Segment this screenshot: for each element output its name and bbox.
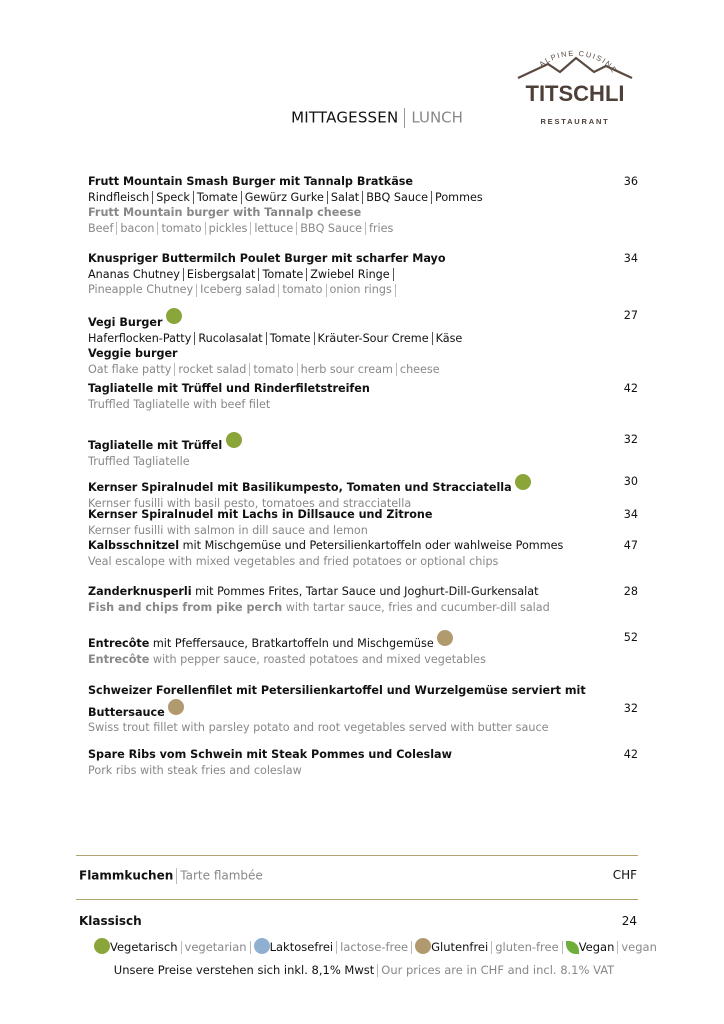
price: 34: [623, 252, 638, 265]
vegetarian-icon: [166, 308, 182, 324]
price: 32: [623, 433, 638, 446]
menu-item-klassisch: Klassisch 24: [79, 914, 637, 928]
price: 30: [623, 475, 638, 488]
menu-item-smash-burger: Frutt Mountain Smash Burger mit Tannalp Bratkäse Rindfleisch Speck Tomate Gewürz Gurke Salat BBQ Sauce Pommes Frutt Mountain burger with Tannalp cheese Beef bacon tomato pickles lettuce BBQ Sauce fries 36: [88, 175, 638, 235]
gluten-free-icon: [168, 699, 184, 715]
title-de: MITTAGESSEN: [291, 108, 399, 127]
menu-item-tagliatelle: Tagliatelle mit Trüffel Truffled Tagliatelle 32: [88, 433, 638, 468]
menu-item-entrecote: Entrecôte mit Pfeffersauce, Bratkartoffeln und Mischgemüse Entrecôte with pepper sauce, roasted potatoes and mixed vegetables 52: [88, 631, 638, 666]
lactose-free-icon: [254, 938, 270, 954]
menu-item-chicken-burger: Knuspriger Buttermilch Poulet Burger mit scharfer Mayo Ananas Chutney Eisbergsalat Tomate Zwiebel Ringe Pineapple Chutney Iceberg salad tomato onion rings 34: [88, 252, 638, 296]
price: 32: [623, 702, 638, 715]
gluten-free-icon: [437, 630, 453, 646]
menu-item-vegi-burger: Vegi Burger Haferflocken-Patty Rucolasalat Tomate Kräuter-Sour Creme Käse Veggie burger Oat flake patty rocket salad tomato herb sour cream cheese 27: [88, 309, 638, 376]
price: 42: [623, 748, 638, 761]
price-note: Unsere Preise verstehen sich inkl. 8,1% Mwst Our prices are in CHF and incl. 8.1% VAT: [113, 963, 615, 977]
logo-arc-text: ALPINE CUISINE: [537, 48, 620, 76]
vegetarian-icon: [515, 474, 531, 490]
price: 36: [623, 175, 638, 188]
divider: [76, 899, 638, 900]
section-flammkuchen: [79, 868, 637, 884]
price: 28: [623, 585, 638, 598]
price: 47: [623, 539, 638, 552]
currency-label: CHF: [612, 868, 637, 882]
price: 42: [623, 382, 638, 395]
price: 34: [623, 508, 638, 521]
allergen-legend: Vegetarisch vegetarian Laktosefrei lactose-free Glutenfrei gluten-free Vegan vegan: [94, 938, 657, 954]
vegetarian-icon: [94, 938, 110, 954]
svg-text:ALPINE CUISINE: [537, 49, 619, 76]
section-title: Flammkuchen: [79, 868, 174, 883]
price: 24: [621, 914, 637, 928]
menu-item-spare-ribs: Spare Ribs vom Schwein mit Steak Pommes und Coleslaw Pork ribs with steak fries and coleslaw 42: [88, 748, 638, 777]
gluten-free-icon: [415, 938, 431, 954]
vegetarian-icon: [226, 432, 242, 448]
vegan-leaf-icon: [566, 941, 579, 954]
section-title-en: Tarte flambée: [180, 868, 263, 883]
menu-item-spiralnudel-lachs: Kernser Spiralnudel mit Lachs in Dillsauce und Zitrone Kernser fusilli with salmon in dill sauce and lemon 34: [88, 508, 638, 537]
price: 52: [623, 631, 638, 644]
menu-item-kalbsschnitzel: Kalbsschnitzel mit Mischgemüse und Petersilienkartoffeln oder wahlweise Pommes Veal escalope with mixed vegetables and fried potatoes or optional chips 47: [88, 539, 638, 568]
divider: [76, 855, 638, 856]
menu-item-tagliatelle-beef: Tagliatelle mit Trüffel und Rinderfiletstreifen Truffled Tagliatelle with beef filet 42: [88, 382, 638, 411]
logo-sub: RESTAURANT: [540, 117, 610, 126]
menu-item-forellenfilet: Schweizer Forellenfilet mit Petersilienkartoffel und Wurzelgemüse serviert mit Buttersauce Swiss trout fillet with parsley potato and root vegetables served with butter sauce 32: [88, 684, 638, 734]
price: 27: [623, 309, 638, 322]
menu-item-spiralnudel-pesto: Kernser Spiralnudel mit Basilikumpesto, Tomaten und Stracciatella Kernser fusilli with basil pesto, tomatoes and stracciatella 30: [88, 475, 638, 510]
menu-item-zanderknusperli: Zanderknusperli mit Pommes Frites, Tartar Sauce und Joghurt-Dill-Gurkensalat Fish and chips from pike perch with tartar sauce, fries and cucumber-dill salad 28: [88, 585, 638, 614]
logo-name: TITSCHLI: [525, 81, 625, 106]
title-en: LUNCH: [411, 108, 463, 127]
page-title: [0, 108, 724, 128]
